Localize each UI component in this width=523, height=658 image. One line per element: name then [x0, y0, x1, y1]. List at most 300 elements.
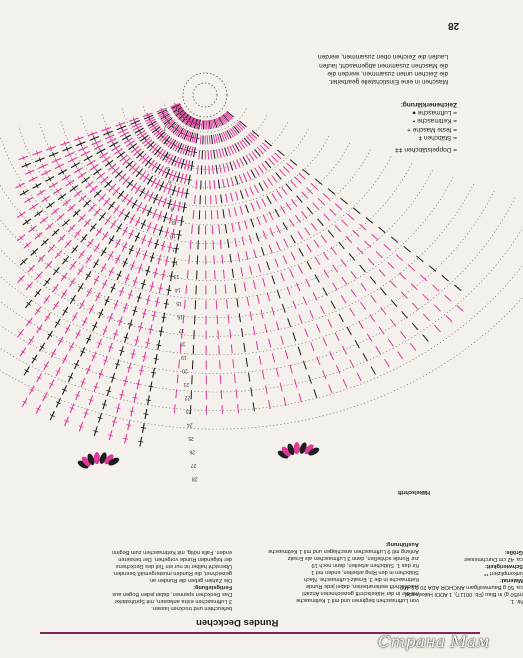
stitch-mark — [214, 150, 215, 159]
stitch-mark — [285, 350, 287, 359]
stitch-mark — [217, 210, 218, 219]
stitch-mark — [270, 228, 274, 236]
stitch-mark — [281, 273, 284, 281]
stitch-mark — [266, 385, 268, 394]
stitch-mark — [350, 308, 355, 316]
stitch-mark — [230, 254, 231, 263]
stitch-mark — [258, 264, 260, 273]
stitch-mark — [376, 347, 381, 355]
stitch-mark — [246, 358, 247, 367]
stitch-mark — [246, 251, 248, 260]
stitch-mark — [372, 234, 379, 240]
stitch-mark — [320, 306, 324, 314]
stitch-mark — [321, 235, 326, 242]
stitch-mark — [268, 178, 273, 185]
stitch-mark — [177, 374, 178, 383]
stitch-mark — [276, 173, 282, 180]
round-number: 8 — [170, 205, 174, 212]
stitch-mark — [215, 134, 217, 143]
stitch-mark — [257, 217, 260, 225]
stitch-crossbar — [161, 274, 166, 275]
round-number: 7 — [169, 192, 173, 198]
stitch-mark — [318, 198, 324, 204]
stitch-mark — [399, 273, 405, 279]
stitch-mark — [200, 135, 201, 144]
stitch-mark — [277, 150, 284, 156]
stitch-mark — [230, 329, 231, 338]
stitch-mark — [303, 361, 306, 370]
stitch-mark — [442, 275, 449, 281]
stitch-mark — [197, 165, 198, 174]
chain-round — [19, 126, 391, 262]
stitch-mark — [238, 404, 239, 413]
chain-round — [0, 151, 523, 411]
stitch-mark — [346, 236, 352, 243]
stitch-mark — [335, 204, 342, 210]
stitch-mark — [179, 359, 180, 368]
stitch-mark — [254, 185, 258, 193]
stitch-mark — [240, 190, 243, 199]
stitch-mark — [318, 219, 324, 226]
stitch-mark — [257, 295, 259, 304]
stitch-mark — [286, 203, 291, 210]
stitch-mark — [307, 244, 312, 252]
round-number: 13 — [173, 273, 180, 279]
stitch-mark — [235, 238, 237, 247]
stitch-crossbar — [44, 197, 47, 201]
stitch-crossbar — [152, 315, 157, 316]
info-left — [112, 548, 232, 611]
round-number: 2 — [163, 124, 167, 131]
stitch-mark — [366, 217, 373, 223]
stitch-mark — [343, 346, 347, 354]
stitch-mark — [391, 300, 397, 307]
stitch-mark — [290, 160, 297, 166]
double-treble-icon: ǂǂ — [395, 146, 403, 154]
stitch-mark — [286, 184, 292, 191]
stitch-mark — [360, 302, 365, 309]
stitch-mark — [293, 301, 296, 309]
round-number: 26 — [189, 448, 195, 455]
stitch-mark — [323, 288, 327, 296]
stitch-mark — [232, 127, 237, 134]
stitch-mark — [434, 325, 440, 332]
stitch-mark — [328, 319, 332, 327]
legend-label: = feste Masche — [412, 125, 457, 133]
stitch-crossbar — [151, 372, 156, 373]
stitch-mark — [306, 279, 310, 287]
center-ring — [183, 73, 227, 117]
round-number: 18 — [179, 340, 186, 347]
stitch-mark — [313, 203, 319, 210]
stitch-mark — [299, 315, 302, 323]
stitch-mark — [314, 389, 317, 398]
stitch-mark — [305, 228, 310, 235]
stitch-mark — [223, 209, 224, 218]
stitch-mark — [279, 170, 285, 177]
round-number: 19 — [181, 354, 187, 360]
stitch-mark — [258, 166, 263, 173]
stitch-mark — [381, 307, 386, 314]
stitch-mark — [276, 368, 278, 377]
round-number: 27 — [190, 462, 197, 468]
stitch-mark — [234, 126, 240, 133]
stitch-mark — [299, 248, 303, 256]
stitch-mark — [219, 225, 220, 234]
stitch-mark — [371, 295, 376, 302]
stitch-mark — [299, 394, 301, 403]
stitch-mark — [370, 277, 376, 284]
stitch-crossbar — [93, 165, 96, 169]
stitch-mark — [416, 256, 423, 262]
stitch-mark — [291, 181, 297, 188]
stitch-mark — [238, 222, 240, 231]
stitch-mark — [186, 285, 187, 294]
stitch-mark — [267, 293, 269, 302]
stitch-mark — [268, 158, 274, 165]
stitch-mark — [229, 208, 231, 217]
shell-petal — [294, 442, 300, 454]
stitch-mark — [209, 135, 210, 144]
stitch-crossbar — [149, 386, 154, 387]
legend-label: = Stäbchen — [423, 134, 457, 142]
chain-round — [0, 158, 523, 430]
info-heading: Schwierigkeit: — [484, 563, 523, 569]
page-number: 28 — [448, 20, 460, 31]
stitch-mark — [293, 332, 296, 341]
info-line: der folgenden Runde vorgehen. Der besseren — [118, 556, 233, 562]
stitch-mark — [347, 327, 351, 335]
round-number: 3 — [164, 138, 168, 144]
stitch-mark — [457, 305, 464, 311]
stitch-crossbar — [164, 303, 169, 304]
stitch-mark — [343, 379, 347, 387]
stitch-mark — [385, 359, 390, 367]
info-line: Kettmasche in die 3. Ersatz-Luftmasche. Nach — [303, 576, 419, 582]
stitch-crossbar — [161, 317, 166, 318]
stitch-mark — [229, 129, 234, 137]
stitch-mark — [351, 290, 356, 297]
stitch-mark — [244, 343, 245, 352]
stitch-mark — [290, 365, 292, 374]
stitch-mark — [341, 295, 346, 303]
stitch-mark — [339, 314, 343, 322]
round-number: 4 — [165, 151, 169, 158]
stitch-mark — [429, 266, 436, 272]
stitch-mark — [240, 206, 242, 215]
stitch-mark — [323, 252, 328, 259]
stitch-mark — [243, 157, 247, 165]
inner-ring — [193, 83, 217, 107]
stitch-mark — [376, 252, 382, 258]
legend-label: = Doppelstäbchen — [404, 146, 457, 154]
stitch-mark — [404, 246, 411, 252]
stitch-crossbar — [164, 260, 169, 261]
info-heading: Größe: — [504, 549, 523, 555]
page-title: Rundes Deckchen — [196, 617, 279, 628]
stitch-mark — [235, 176, 238, 185]
stitch-mark — [379, 227, 386, 233]
stitch-mark — [388, 262, 394, 268]
round-number: 1 — [162, 111, 165, 117]
stitch-crossbar — [138, 441, 143, 442]
stitch-crossbar — [81, 173, 84, 177]
stitch-mark — [227, 300, 228, 309]
stitch-mark — [225, 224, 226, 233]
stitch-mark — [222, 148, 224, 157]
stitch-mark — [275, 153, 282, 159]
stitch-mark — [323, 338, 327, 346]
round-number: 24 — [187, 421, 193, 428]
stitch-mark — [296, 283, 300, 291]
chain-stitch-icon: ● — [412, 109, 416, 117]
stitch-mark — [228, 239, 229, 248]
stitch-mark — [303, 297, 307, 305]
stitch-mark — [434, 305, 440, 311]
round-number: 11 — [171, 246, 177, 252]
round-number: 17 — [178, 327, 185, 333]
info-line: mit der in der Häkelschrift gezeichneten Anzahl — [302, 590, 419, 596]
info-line: befeuchten und trocknen lassen. — [151, 605, 233, 611]
stitch-mark — [371, 366, 375, 374]
stitch-mark — [272, 276, 275, 285]
shell-petal — [94, 452, 100, 464]
stitch-mark — [330, 352, 334, 360]
stitch-mark — [251, 219, 254, 228]
stitch-mark — [398, 352, 403, 359]
round-number: 20 — [182, 367, 188, 374]
round-number: 28 — [191, 475, 198, 482]
stitch-mark — [187, 270, 188, 279]
stitch-mark — [236, 389, 237, 398]
stitch-mark — [244, 282, 246, 291]
stitch-mark — [261, 310, 263, 319]
stitch-mark — [245, 220, 247, 229]
stitch-mark — [253, 280, 255, 289]
info-line: 3 Luftmaschen extra anfassen, mit Sprühstärke — [114, 598, 233, 604]
stitch-mark — [297, 196, 303, 203]
stitch-mark — [287, 163, 294, 169]
stitch-mark — [220, 240, 221, 249]
stitch-mark — [311, 223, 316, 230]
stitch-mark — [221, 194, 222, 203]
stitch-crossbar — [56, 189, 59, 193]
legend-heading: Zeichenerklärung: — [400, 101, 457, 109]
stitch-mark — [315, 257, 320, 265]
stitch-mark — [216, 165, 217, 174]
stitch-mark — [396, 254, 403, 260]
stitch-mark — [360, 265, 366, 272]
stitch-mark — [228, 314, 229, 323]
single-crochet-icon: + — [407, 125, 411, 133]
stitch-mark — [324, 214, 330, 221]
legend-note-line: die Maschen zusammen abgemascht, laufen — [319, 61, 449, 69]
stitch-mark — [401, 292, 407, 299]
info-line: gezeichnet, die Runden mustergemäß beenden. — [112, 570, 233, 576]
stitch-mark — [222, 255, 223, 264]
stitch-mark — [263, 231, 266, 239]
stitch-mark — [235, 125, 241, 132]
stitch-crossbar — [145, 343, 150, 344]
stitch-mark — [272, 193, 277, 201]
stitch-mark — [315, 179, 322, 185]
stitch-mark — [253, 326, 255, 335]
stitch-mark — [234, 207, 236, 216]
stitch-mark — [341, 220, 347, 226]
stitch-crossbar — [155, 302, 160, 303]
stitch-mark — [402, 311, 408, 318]
stitch-mark — [314, 240, 319, 247]
stitch-mark — [255, 168, 260, 176]
stitch-mark — [331, 301, 335, 309]
stitch-mark — [184, 300, 185, 309]
stitch-mark — [303, 169, 310, 175]
stitch-mark — [333, 283, 338, 291]
stitch-crossbar — [167, 247, 172, 248]
stitch-mark — [329, 385, 332, 393]
stitch-mark — [412, 303, 418, 310]
stitch-mark — [250, 266, 252, 275]
stitch-mark — [230, 146, 234, 154]
stitch-mark — [253, 402, 254, 411]
stitch-mark — [243, 173, 247, 181]
stitch-mark — [239, 175, 242, 183]
stitch-mark — [226, 194, 228, 203]
stitch-mark — [225, 285, 226, 294]
stitch-mark — [269, 339, 271, 348]
stitch-mark — [190, 240, 191, 249]
stitch-mark — [310, 310, 314, 318]
stitch-mark — [245, 189, 248, 197]
stitch-mark — [192, 225, 193, 234]
stitch-mark — [242, 328, 243, 337]
stitch-mark — [251, 203, 254, 211]
stitch-mark — [305, 329, 308, 337]
stitch-mark — [196, 180, 197, 189]
stitch-mark — [250, 312, 252, 321]
stitch-mark — [410, 343, 415, 350]
stitch-mark — [269, 212, 273, 220]
stitch-mark — [193, 210, 194, 219]
info-line: ca. 50 g Baumwollgarn ANCHOR ADA 20 (LL 400 — [400, 584, 523, 590]
info-line: für das 1. Stäbchen arbeiten, dann noch 19 — [311, 562, 419, 568]
stitch-mark — [290, 269, 294, 277]
stitch-mark — [335, 333, 339, 341]
stitch-mark — [219, 149, 221, 158]
stitch-mark — [174, 404, 175, 413]
stitch-mark — [189, 255, 190, 264]
stitch-mark — [353, 230, 359, 236]
chain-round — [0, 133, 432, 299]
stitch-mark — [216, 150, 218, 159]
stitch-mark — [381, 288, 387, 295]
stitch-mark — [379, 270, 385, 277]
round-number: 22 — [184, 394, 191, 401]
stitch-mark — [432, 285, 439, 291]
stitch-mark — [341, 259, 346, 266]
stitch-mark — [237, 124, 243, 130]
round-number: 12 — [172, 259, 179, 266]
stitch-mark — [313, 292, 317, 300]
stitch-mark — [263, 214, 267, 222]
stitch-crossbar — [130, 411, 135, 412]
stitch-crossbar — [154, 358, 159, 359]
stitch-mark — [220, 164, 222, 173]
stitch-mark — [316, 324, 320, 332]
stitch-mark — [239, 121, 246, 127]
stitch-crossbar — [184, 193, 189, 194]
stitch-mark — [302, 192, 308, 199]
legend-note-line: die Zeichen unten zusammen, werden die — [327, 69, 449, 77]
stitch-mark — [247, 172, 251, 180]
stitch-mark — [370, 314, 375, 321]
stitch-mark — [276, 242, 280, 250]
stitch-crossbar — [182, 207, 187, 208]
stitch-mark — [298, 266, 302, 274]
stitch-mark — [249, 373, 250, 382]
stitch-mark — [275, 209, 279, 217]
stitch-mark — [227, 147, 230, 155]
stitch-mark — [277, 190, 282, 197]
info-line: Anfang mit 9 Luftmaschen anschlagen und mit 1 Kettmasche — [268, 548, 419, 554]
stitch-mark — [349, 254, 355, 261]
stitch-mark — [227, 178, 229, 187]
stitch-mark — [237, 298, 238, 307]
stitch-mark — [364, 241, 370, 247]
stitch-mark — [281, 336, 283, 345]
stitch-mark — [261, 247, 264, 256]
round-number: 6 — [168, 178, 171, 185]
stitch-mark — [269, 245, 272, 253]
stitch-crossbar — [166, 290, 171, 291]
stitch-mark — [445, 295, 452, 301]
info-line: Nr. 1. — [509, 598, 523, 604]
round-number: 5 — [167, 165, 170, 171]
stitch-mark — [272, 156, 278, 162]
stitch-crossbar — [146, 400, 151, 401]
legend-note-line: Laufen die Zeichen oben zusammen, werden — [318, 53, 449, 61]
info-line: unkompliziert ** — [484, 570, 523, 576]
watermark: Страна Мам — [378, 632, 490, 651]
stitch-mark — [423, 335, 429, 342]
stitch-mark — [223, 270, 224, 279]
stitch-mark — [252, 151, 257, 158]
stitch-mark — [423, 314, 429, 321]
stitch-mark — [347, 214, 354, 220]
stitch-mark — [269, 400, 271, 409]
stitch-mark — [412, 323, 418, 330]
info-line: ca. 42 cm Durchmesser — [463, 556, 523, 562]
info-line: zur Runde schließen, dann 3 Luftmaschen als Ersatz — [287, 555, 419, 561]
legend-label: = Kettmasche — [417, 117, 457, 125]
stitch-crossbar — [123, 438, 128, 439]
stitch-crossbar — [141, 427, 146, 428]
stitch-mark — [368, 258, 374, 265]
stitch-mark — [309, 375, 312, 384]
stitch-mark — [391, 319, 396, 326]
stitch-mark — [259, 183, 263, 191]
stitch-mark — [202, 120, 203, 129]
stitch-mark — [367, 334, 372, 342]
stitch-mark — [236, 192, 238, 201]
stitch-mark — [262, 163, 267, 170]
stitch-mark — [247, 297, 249, 306]
stitch-mark — [276, 225, 280, 233]
stitch-mark — [328, 230, 334, 237]
stitch-mark — [234, 374, 235, 383]
stitch-mark — [323, 371, 326, 379]
stitch-crossbar — [32, 205, 35, 209]
